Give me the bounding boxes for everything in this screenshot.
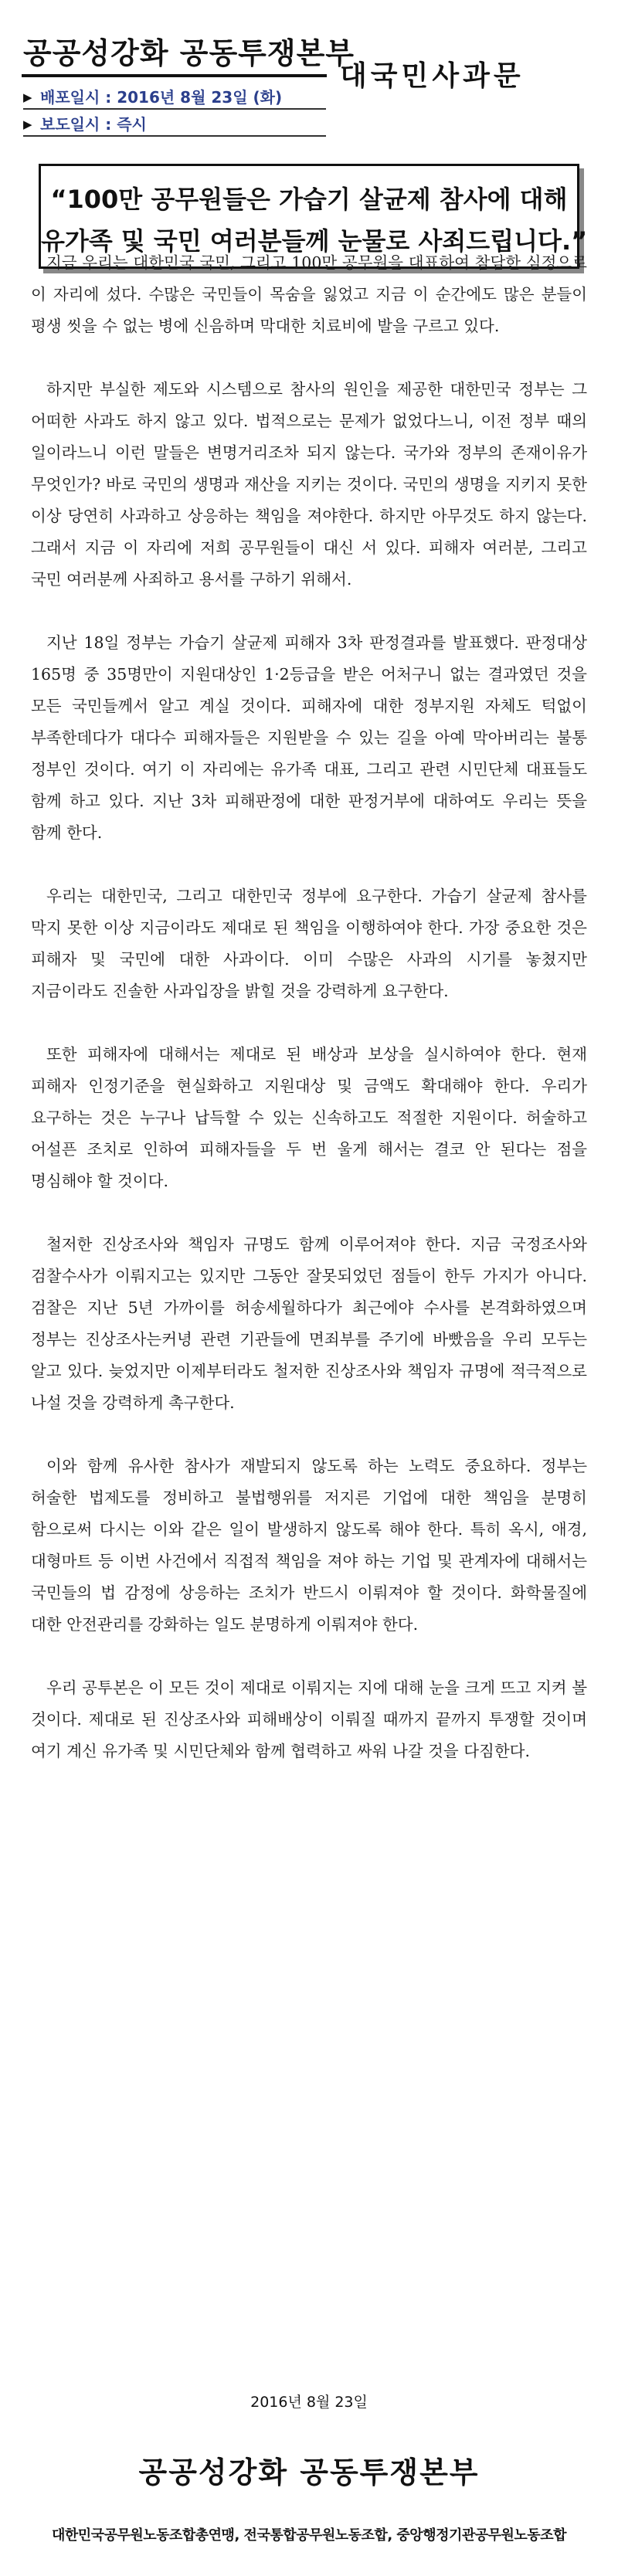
- press-header: [0, 0, 618, 139]
- release-date-row: [23, 112, 326, 137]
- header-rule: [22, 74, 327, 77]
- paragraph-4: 우리는 대한민국, 그리고 대한민국 정부에 요구한다. 가습기 살균제 참사를 막지 못한 이상 지금이라도 제대로 된 책임을 이행하여야 한다. 가장 중요한 것은 피해자 및 국민에 대한 사과이다. 이미 수많은 사과의 시기를 놓쳤지만 지금이라도 진솔한 사과입장을 밝힐 것을 강력하게 요구한다.: [31, 887, 587, 1000]
- paragraph-6: 철저한 진상조사와 책임자 규명도 함께 이루어져야 한다. 지금 국정조사와 검찰수사가 이뤄지고는 있지만 그동안 잘못되었던 점들이 한두 가지가 아니다. 검찰은 지난 5년 가까이를 허송세월하다가 최근에야 수사를 본격화하였으며 정부는 진상조사는커녕 관련 기관들에 면죄부를 주기에 바빴음을 우리 모두는 알고 있다. 늦었지만 이제부터라도 철저한 진상조사와 책임자 규명에 적극적으로 나설 것을 강력하게 촉구한다.: [31, 1235, 587, 1412]
- arrow-marker-icon: ▶: [23, 90, 32, 104]
- paragraph-8: 우리 공투본은 이 모든 것이 제대로 이뤄지는 지에 대해 눈을 크게 뜨고 지켜 볼 것이다. 제대로 된 진상조사와 피해배상이 이뤄질 때까지 끝까지 투쟁할 것이며 여기 계신 유가족 및 시민단체와 함께 협력하고 싸워 나갈 것을 다짐한다.: [31, 1678, 587, 1760]
- release-date-label: 보도일시 :: [40, 115, 117, 134]
- paragraph-5: 또한 피해자에 대해서는 제대로 된 배상과 보상을 실시하여야 한다. 현재 피해자 인정기준을 현실화하고 지원대상 및 금액도 확대해야 한다. 우리가 요구하는 것은 누구나 납득할 수 있는 신속하고도 적절한 지원이다. 허술하고 어설픈 조치로 인하여 피해자들을 두 번 울게 해서는 결코 안 된다는 점을 명심해야 할 것이다.: [31, 1045, 587, 1190]
- footer-unions: 대한민국공무원노동조합총연맹, 전국통합공무원노동조합, 중앙행정기관공무원노동조합: [52, 2527, 566, 2544]
- paragraph-2: 하지만 부실한 제도와 시스템으로 참사의 원인을 제공한 대한민국 정부는 그 어떠한 사과도 하지 않고 있다. 법적으로는 문제가 없었다느니, 이전 정부 때의 일이라느니 이런 말들은 변명거리조차 되지 않는다. 국가와 정부의 존재이유가 무엇인가? 바로 국민의 생명과 재산을 지키는 것이다. 국민의 생명을 지키지 못한 이상 당연히 사과하고 상응하는 책임을 져야한다. 하지만 아무것도 하지 않는다. 그래서 지금 이 자리에 저희 공무원들이 대신 서 있다. 피해자 여러분, 그리고 국민 여러분께 사죄하고 용서를 구하기 위해서.: [31, 380, 587, 589]
- distribution-date-row: [23, 85, 326, 110]
- headline-line-1: “100만 공무원들은 가습기 살균제 참사에 대해: [50, 185, 568, 214]
- paragraph-7: 이와 함께 유사한 참사가 재발되지 않도록 하는 노력도 중요하다. 정부는 허술한 법제도를 정비하고 불법행위를 저지른 기업에 대한 책임을 분명히 함으로써 다시는 이와 같은 일이 발생하지 않도록 해야 한다. 특히 옥시, 애경, 대형마트 등 이번 사건에서 직접적 책임을 져야 하는 기업 및 관계자에 대해서는 국민들의 법 감정에 상응하는 조치가 반드시 이뤄져야 할 것이다. 화학물질에 대한 안전관리를 강화하는 일도 분명하게 이뤄져야 한다.: [31, 1457, 587, 1634]
- statement-date: 2016년 8월 23일: [250, 2394, 368, 2411]
- footer-org-name: 공공성강화 공동투쟁본부: [138, 2456, 480, 2489]
- statement-body: [31, 247, 587, 1799]
- press-title: 대국민사과문: [340, 60, 525, 92]
- arrow-marker-icon: ▶: [23, 117, 32, 131]
- distribution-date-value: 2016년 8월 23일 (화): [117, 88, 283, 107]
- release-date-value: 즉시: [117, 115, 147, 134]
- paragraph-3: 지난 18일 정부는 가습기 살균제 피해자 3차 판정결과를 발표했다. 판정대상 165명 중 35명만이 지원대상인 1·2등급을 받은 어처구니 없는 결과였던 것을 모든 국민들께서 알고 계실 것이다. 피해자에 대한 정부지원 자체도 턱없이 부족한데다가 대다수 피해자들은 지원받을 수 있는 길을 아예 막아버리는 불통 정부인 것이다. 여기 이 자리에는 유가족 대표, 그리고 관련 시민단체 대표들도 함께 하고 있다. 지난 3차 피해판정에 대한 판정거부에 대하여도 우리는 뜻을 함께 한다.: [31, 633, 587, 842]
- paragraph-1: 지금 우리는 대한민국 국민, 그리고 100만 공무원을 대표하여 참담한 심정으로 이 자리에 섰다. 수많은 국민들이 목숨을 잃었고 지금 이 순간에도 많은 분들이 평생 씻을 수 없는 병에 신음하며 막대한 치료비에 발을 구르고 있다.: [31, 253, 587, 335]
- headline-line-2: 유가족 및 국민 여러분들께 눈물로 사죄드립니다.”: [41, 226, 588, 256]
- org-name: 공공성강화 공동투쟁본부: [23, 36, 355, 70]
- distribution-date-label: 배포일시 :: [40, 88, 117, 107]
